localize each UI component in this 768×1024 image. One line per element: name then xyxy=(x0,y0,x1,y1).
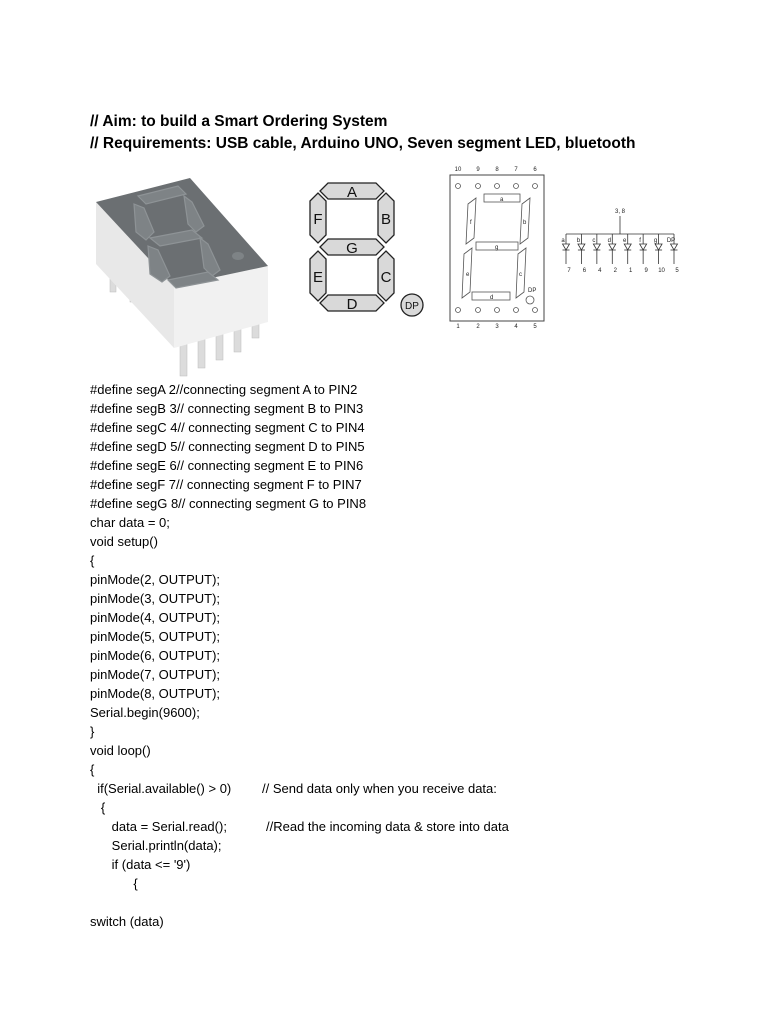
code-line: Serial.begin(9600); xyxy=(90,705,200,720)
pinout-segment-dp: DP xyxy=(528,288,537,294)
diode-icon xyxy=(578,244,585,250)
pinout-segment-c: c xyxy=(519,272,522,278)
code-line: pinMode(5, OUTPUT); xyxy=(90,629,221,644)
seven-segment-led-photo xyxy=(88,172,278,378)
diode-icon xyxy=(655,244,662,250)
code-line: pinMode(7, OUTPUT); xyxy=(90,667,221,682)
code-line: char data = 0; xyxy=(90,515,170,530)
code-comment: // Send data only when you receive data: xyxy=(262,781,497,796)
code-line: { xyxy=(90,762,95,777)
segment-label-e: E xyxy=(312,269,324,286)
circuit-segment-label: c xyxy=(592,238,596,244)
code-line: #define segC 4// connecting segment C to PIN4 xyxy=(90,420,365,435)
segment-label-diagram xyxy=(300,175,430,325)
code-comment: //Read the incoming data & store into data xyxy=(266,819,509,834)
pin-label-bottom: 3 xyxy=(495,324,499,330)
code-line: void loop() xyxy=(90,743,151,758)
code-line: { xyxy=(90,876,138,891)
code-line: #define segF 7// connecting segment F to PIN7 xyxy=(90,477,362,492)
circuit-pin-label: 5 xyxy=(675,268,679,274)
code-line: switch (data) xyxy=(90,914,164,929)
code-line: { xyxy=(90,800,106,815)
code-line: #define segA 2//connecting segment A to PIN2 xyxy=(90,382,358,397)
pin-label-top: 7 xyxy=(514,167,518,173)
code-line: void setup() xyxy=(90,534,158,549)
circuit-pin-label: 2 xyxy=(613,268,617,274)
code-line: Serial.println(data); xyxy=(90,838,222,853)
code-text: if(Serial.available() > 0) xyxy=(90,781,232,796)
segment-label-b: B xyxy=(380,211,392,228)
code-line: pinMode(2, OUTPUT); xyxy=(90,572,221,587)
code-line: } xyxy=(90,724,95,739)
code-text: data = Serial.read(); xyxy=(90,819,227,834)
pin-label-top: 6 xyxy=(533,167,537,173)
code-line: #define segE 6// connecting segment E to PIN6 xyxy=(90,458,364,473)
diode-icon xyxy=(593,244,600,250)
pinout-segment-g: g xyxy=(495,245,499,251)
code-line: #define segD 5// connecting segment D to PIN5 xyxy=(90,439,365,454)
code-line: #define segG 8// connecting segment G to PIN8 xyxy=(90,496,367,511)
pinout-segment-e: e xyxy=(466,272,470,278)
pin-label-bottom: 4 xyxy=(514,324,518,330)
diode-icon xyxy=(624,244,631,250)
diode-icon xyxy=(563,244,570,250)
pin-label-top: 9 xyxy=(476,167,480,173)
circuit-pin-label: 1 xyxy=(629,268,633,274)
circuit-segment-label: b xyxy=(576,238,581,244)
circuit-pin-label: 9 xyxy=(644,268,648,274)
code-line: pinMode(4, OUTPUT); xyxy=(90,610,221,625)
diode-icon xyxy=(609,244,616,250)
code-line: #define segB 3// connecting segment B to PIN3 xyxy=(90,401,364,416)
pinout-segment-a: a xyxy=(500,197,504,203)
pin-label-bottom: 1 xyxy=(456,324,460,330)
aim-heading: // Aim: to build a Smart Ordering System xyxy=(90,113,388,130)
circuit-segment-label: f xyxy=(639,238,641,244)
pinout-segment-b: b xyxy=(523,220,527,226)
circuit-segment-label: e xyxy=(623,238,627,244)
pin-label-bottom: 2 xyxy=(476,324,480,330)
pin-label-top: 8 xyxy=(495,167,499,173)
segment-label-dp: DP xyxy=(405,301,419,312)
code-line: if (data <= '9') xyxy=(90,857,191,872)
led-circuit-diagram xyxy=(556,200,686,280)
code-listing xyxy=(90,380,509,931)
circuit-segment-label: a xyxy=(561,238,565,244)
circuit-segment-label: g xyxy=(653,238,658,244)
code-line xyxy=(90,817,509,836)
code-line xyxy=(90,893,366,912)
circuit-pin-label: 7 xyxy=(567,268,571,274)
segment-label-g: G xyxy=(346,240,358,257)
circuit-pin-label: 10 xyxy=(658,268,665,274)
pinout-diagram xyxy=(446,164,550,332)
pinout-segment-f: f xyxy=(470,220,472,226)
pin-label-top: 10 xyxy=(454,167,462,173)
code-line: pinMode(8, OUTPUT); xyxy=(90,686,221,701)
circuit-segment-label: d xyxy=(607,238,611,244)
segment-label-f: F xyxy=(313,211,323,228)
segment-label-c: C xyxy=(380,269,392,286)
requirements-heading: // Requirements: USB cable, Arduino UNO, Seven segment LED, bluetooth xyxy=(90,135,636,152)
circuit-pin-label: 4 xyxy=(598,268,602,274)
pinout-segment-d: d xyxy=(490,295,494,301)
diode-icon xyxy=(671,244,678,250)
code-line: pinMode(3, OUTPUT); xyxy=(90,591,221,606)
segment-label-a: A xyxy=(346,184,358,201)
code-line: pinMode(6, OUTPUT); xyxy=(90,648,221,663)
circuit-pin-label: 6 xyxy=(582,268,587,274)
segment-label-d: D xyxy=(346,296,358,313)
diode-icon xyxy=(640,244,647,250)
code-line xyxy=(90,779,497,798)
code-line: { xyxy=(90,553,95,568)
pin-label-bottom: 5 xyxy=(533,324,537,330)
circuit-segment-label: DP xyxy=(666,238,676,244)
circuit-common-pins: 3, 8 xyxy=(614,209,626,215)
